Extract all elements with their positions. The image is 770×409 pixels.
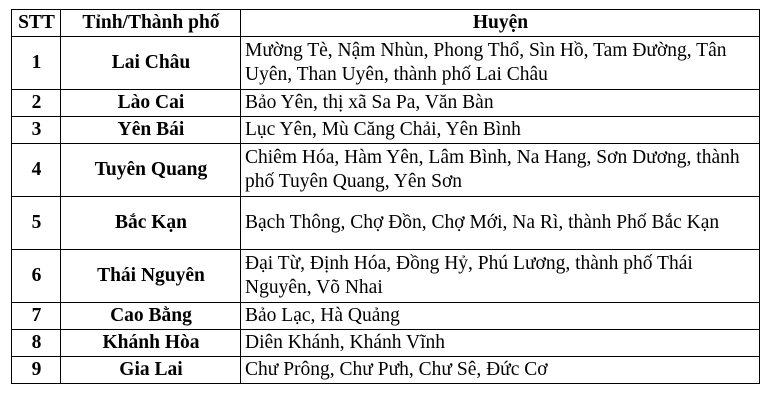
district-table <box>11 9 760 384</box>
table-row <box>12 357 760 384</box>
row-districts: Chư Prông, Chư Pưh, Chư Sê, Đức Cơ <box>241 357 760 384</box>
table-row <box>12 117 760 144</box>
table-row <box>12 144 760 197</box>
row-province: Gia Lai <box>61 357 241 384</box>
table-row <box>12 250 760 303</box>
row-stt: 4 <box>12 144 61 197</box>
district-table-container <box>11 9 759 384</box>
row-districts: Bạch Thông, Chợ Đồn, Chợ Mới, Na Rì, thành Phố Bắc Kạn <box>241 197 760 250</box>
header-stt: STT <box>12 10 61 37</box>
row-province: Tuyên Quang <box>61 144 241 197</box>
row-stt: 7 <box>12 303 61 330</box>
row-stt: 3 <box>12 117 61 144</box>
table-row <box>12 303 760 330</box>
table-row <box>12 330 760 357</box>
row-stt: 6 <box>12 250 61 303</box>
row-districts: Bảo Lạc, Hà Quảng <box>241 303 760 330</box>
row-districts: Lục Yên, Mù Căng Chải, Yên Bình <box>241 117 760 144</box>
row-districts: Diên Khánh, Khánh Vĩnh <box>241 330 760 357</box>
row-province: Lào Cai <box>61 90 241 117</box>
table-header-row <box>12 10 760 37</box>
row-province: Bắc Kạn <box>61 197 241 250</box>
row-districts: Mường Tè, Nậm Nhùn, Phong Thổ, Sìn Hồ, Tam Đường, Tân Uyên, Than Uyên, thành phố Lai Châu <box>241 37 760 90</box>
header-province: Tỉnh/Thành phố <box>61 10 241 37</box>
row-province: Yên Bái <box>61 117 241 144</box>
row-districts: Chiêm Hóa, Hàm Yên, Lâm Bình, Na Hang, Sơn Dương, thành phố Tuyên Quang, Yên Sơn <box>241 144 760 197</box>
row-districts: Đại Từ, Định Hóa, Đồng Hỷ, Phú Lương, thành phố Thái Nguyên, Võ Nhai <box>241 250 760 303</box>
row-stt: 8 <box>12 330 61 357</box>
header-district: Huyện <box>241 10 760 37</box>
row-province: Thái Nguyên <box>61 250 241 303</box>
table-row <box>12 37 760 90</box>
row-province: Lai Châu <box>61 37 241 90</box>
row-province: Cao Bằng <box>61 303 241 330</box>
table-row <box>12 90 760 117</box>
table-row <box>12 197 760 250</box>
row-province: Khánh Hòa <box>61 330 241 357</box>
row-stt: 2 <box>12 90 61 117</box>
row-stt: 5 <box>12 197 61 250</box>
row-districts: Bảo Yên, thị xã Sa Pa, Văn Bàn <box>241 90 760 117</box>
row-stt: 9 <box>12 357 61 384</box>
row-stt: 1 <box>12 37 61 90</box>
